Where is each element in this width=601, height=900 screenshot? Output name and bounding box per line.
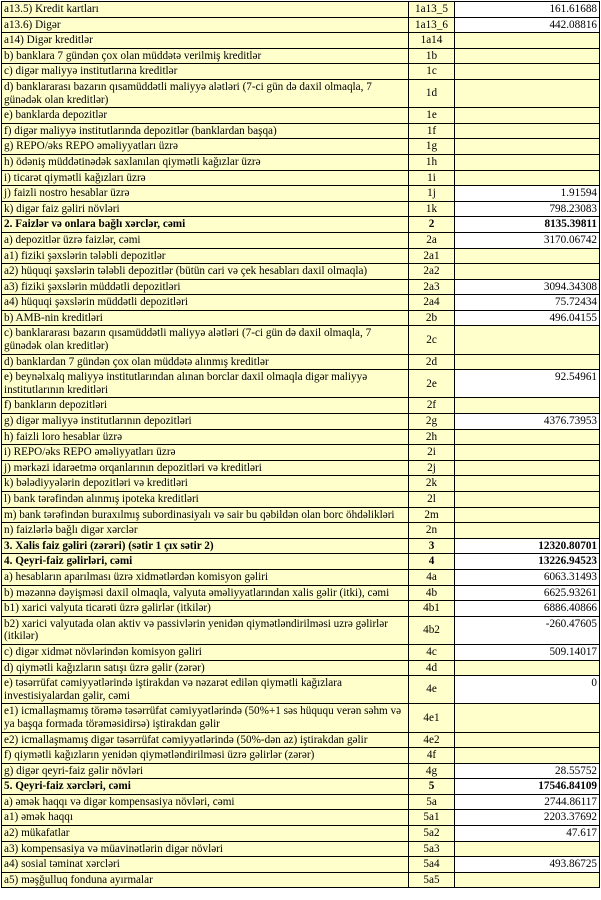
row-label: j) mərkəzi idarəetmə orqanlarının depozitləri və kreditləri bbox=[2, 460, 409, 476]
row-code: 2a bbox=[409, 232, 455, 248]
table-row bbox=[2, 857, 600, 873]
table-row bbox=[2, 429, 600, 445]
row-value: 6063.31493 bbox=[455, 569, 600, 585]
row-label: m) bank tərəfindən buraxılmış subordinasiyalı və sair bu qəbildən olan borc öhdəlikləri bbox=[2, 507, 409, 523]
row-label: d) banklararası bazarın qısamüddətli maliyyə alətləri (7-ci gün də daxil olmaqla, 7 günədək olan kreditlər) bbox=[2, 79, 409, 107]
table-row bbox=[2, 794, 600, 810]
financial-statement-table bbox=[1, 1, 600, 888]
table-row bbox=[2, 354, 600, 370]
row-code: 4c bbox=[409, 644, 455, 660]
table-row bbox=[2, 507, 600, 523]
row-value bbox=[455, 170, 600, 186]
row-code: 2k bbox=[409, 476, 455, 492]
row-code: 5a5 bbox=[409, 872, 455, 888]
row-label: g) digər qeyri-faiz gəlir növləri bbox=[2, 763, 409, 779]
table-row bbox=[2, 79, 600, 107]
table-row bbox=[2, 139, 600, 155]
row-label: a3) fiziki şəxslərin müddətli depozitləri bbox=[2, 279, 409, 295]
table-row bbox=[2, 108, 600, 124]
row-value bbox=[455, 492, 600, 508]
row-label: c) digər xidmət növlərindən komisyon gəliri bbox=[2, 644, 409, 660]
financial-table-body bbox=[2, 2, 600, 888]
row-code: 2d bbox=[409, 354, 455, 370]
row-value: 3170.06742 bbox=[455, 232, 600, 248]
row-label: d) banklardan 7 gündən çox olan müddətə alınmış kreditlər bbox=[2, 354, 409, 370]
row-value bbox=[455, 732, 600, 748]
table-row bbox=[2, 676, 600, 704]
table-row bbox=[2, 569, 600, 585]
row-label: i) ticarət qiymətli kağızları üzrə bbox=[2, 170, 409, 186]
row-label: b1) xarici valyuta ticarəti üzrə gəlirlər (itkilər) bbox=[2, 601, 409, 617]
row-code: 4b bbox=[409, 585, 455, 601]
table-row bbox=[2, 779, 600, 795]
row-value: 496.04155 bbox=[455, 310, 600, 326]
row-value: 92.54961 bbox=[455, 370, 600, 398]
row-value bbox=[455, 748, 600, 764]
table-row bbox=[2, 123, 600, 139]
row-value bbox=[455, 33, 600, 49]
row-value: 4376.73953 bbox=[455, 414, 600, 430]
table-row bbox=[2, 523, 600, 539]
row-code: 5a4 bbox=[409, 857, 455, 873]
table-row bbox=[2, 492, 600, 508]
row-value bbox=[455, 108, 600, 124]
table-row bbox=[2, 414, 600, 430]
row-code: 5a3 bbox=[409, 841, 455, 857]
table-row bbox=[2, 264, 600, 280]
table-row bbox=[2, 704, 600, 732]
row-label: a) əmək haqqı və digər kompensasiya növləri, cəmi bbox=[2, 794, 409, 810]
table-row bbox=[2, 17, 600, 33]
row-code: 1h bbox=[409, 154, 455, 170]
row-value: -260.47605 bbox=[455, 616, 600, 644]
row-code: 2b bbox=[409, 310, 455, 326]
row-value bbox=[455, 326, 600, 354]
table-row bbox=[2, 201, 600, 217]
row-value bbox=[455, 704, 600, 732]
table-row bbox=[2, 186, 600, 202]
row-code: 1c bbox=[409, 64, 455, 80]
row-value: 6625.93261 bbox=[455, 585, 600, 601]
row-label: f) qiymətli kağızların yenidən qiymətləndirilməsi üzrə gəlirlər (zərər) bbox=[2, 748, 409, 764]
row-code: 1i bbox=[409, 170, 455, 186]
row-label: 5. Qeyri-faiz xərcləri, cəmi bbox=[2, 779, 409, 795]
row-label: b) AMB-nin kreditləri bbox=[2, 310, 409, 326]
row-value bbox=[455, 460, 600, 476]
row-value: 47.617 bbox=[455, 826, 600, 842]
row-code: 4e1 bbox=[409, 704, 455, 732]
row-value bbox=[455, 841, 600, 857]
row-code: 2f bbox=[409, 398, 455, 414]
row-label: e) təsərrüfat cəmiyyətlərində iştirakdan və nəzarət edilən qiymətli kağızlara investisiyalardan gəlir, cəmi bbox=[2, 676, 409, 704]
table-row bbox=[2, 644, 600, 660]
table-row bbox=[2, 585, 600, 601]
row-code: 1a14 bbox=[409, 33, 455, 49]
row-label: e) beynəlxalq maliyyə institutlarından alınan borclar daxil olmaqla digər maliyyə institutlarının kreditləri bbox=[2, 370, 409, 398]
table-row bbox=[2, 872, 600, 888]
row-value: 13226.94523 bbox=[455, 554, 600, 570]
row-label: d) qiymətli kağızların satışı üzrə gəlir (zərər) bbox=[2, 660, 409, 676]
row-value bbox=[455, 476, 600, 492]
row-code: 2l bbox=[409, 492, 455, 508]
table-row bbox=[2, 460, 600, 476]
table-row bbox=[2, 64, 600, 80]
row-code: 2i bbox=[409, 445, 455, 461]
row-code: 4g bbox=[409, 763, 455, 779]
row-code: 4f bbox=[409, 748, 455, 764]
row-label: a13.5) Kredit kartları bbox=[2, 2, 409, 18]
row-value: 509.14017 bbox=[455, 644, 600, 660]
table-row bbox=[2, 445, 600, 461]
row-code: 1d bbox=[409, 79, 455, 107]
row-label: f) digər maliyyə institutlarında depozitlər (banklardan başqa) bbox=[2, 123, 409, 139]
row-value bbox=[455, 398, 600, 414]
row-value: 2203.37692 bbox=[455, 810, 600, 826]
row-value bbox=[455, 445, 600, 461]
row-label: k) bələdiyyələrin depozitləri və kreditləri bbox=[2, 476, 409, 492]
row-label: g) digər maliyyə institutlarının depozitləri bbox=[2, 414, 409, 430]
row-label: a14) Digər kreditlər bbox=[2, 33, 409, 49]
row-value: 161.61688 bbox=[455, 2, 600, 18]
row-label: k) digər faiz gəliri növləri bbox=[2, 201, 409, 217]
row-code: 1a13_5 bbox=[409, 2, 455, 18]
row-code: 1k bbox=[409, 201, 455, 217]
row-value: 75.72434 bbox=[455, 295, 600, 311]
table-row bbox=[2, 170, 600, 186]
row-code: 5a2 bbox=[409, 826, 455, 842]
row-label: a4) sosial təminat xərcləri bbox=[2, 857, 409, 873]
row-code: 5a1 bbox=[409, 810, 455, 826]
row-value bbox=[455, 507, 600, 523]
row-label: a) hesabların aparılması üzrə xidmətlərdən komisyon gəliri bbox=[2, 569, 409, 585]
row-code: 2c bbox=[409, 326, 455, 354]
row-code: 2 bbox=[409, 217, 455, 233]
row-value bbox=[455, 872, 600, 888]
table-row bbox=[2, 33, 600, 49]
row-value bbox=[455, 354, 600, 370]
row-value: 493.86725 bbox=[455, 857, 600, 873]
row-code: 1b bbox=[409, 48, 455, 64]
table-row bbox=[2, 326, 600, 354]
row-code: 2a2 bbox=[409, 264, 455, 280]
row-code: 4 bbox=[409, 554, 455, 570]
table-row bbox=[2, 476, 600, 492]
row-label: c) banklararası bazarın qısamüddətli maliyyə alətləri (7-ci gün də daxil olmaqla, 7 günədək olan kreditlər) bbox=[2, 326, 409, 354]
row-code: 5 bbox=[409, 779, 455, 795]
row-code: 1e bbox=[409, 108, 455, 124]
table-row bbox=[2, 810, 600, 826]
row-label: f) bankların depozitləri bbox=[2, 398, 409, 414]
row-value: 12320.80701 bbox=[455, 538, 600, 554]
row-code: 4b2 bbox=[409, 616, 455, 644]
row-value bbox=[455, 79, 600, 107]
row-code: 1a13_6 bbox=[409, 17, 455, 33]
row-value bbox=[455, 64, 600, 80]
row-label: a2) mükafatlar bbox=[2, 826, 409, 842]
row-label: a1) fiziki şəxslərin tələbli depozitlər bbox=[2, 248, 409, 264]
row-label: b) banklara 7 gündən çox olan müddətə verilmiş kreditlər bbox=[2, 48, 409, 64]
row-value bbox=[455, 264, 600, 280]
row-label: h) ödəniş müddətinədək saxlanılan qiymətli kağızlar üzrə bbox=[2, 154, 409, 170]
row-value: 8135.39811 bbox=[455, 217, 600, 233]
row-label: b2) xarici valyutada olan aktiv və passivlərin yenidən qiymətləndirilməsi uzrə gəlirlər (itkilər) bbox=[2, 616, 409, 644]
row-label: a) depozitlər üzrə faizlər, cəmi bbox=[2, 232, 409, 248]
row-label: a1) əmək haqqı bbox=[2, 810, 409, 826]
row-value bbox=[455, 523, 600, 539]
table-row bbox=[2, 279, 600, 295]
table-row bbox=[2, 748, 600, 764]
row-code: 2g bbox=[409, 414, 455, 430]
table-row bbox=[2, 295, 600, 311]
row-code: 2h bbox=[409, 429, 455, 445]
row-label: l) bank tərəfindən alınmış ipoteka kreditləri bbox=[2, 492, 409, 508]
row-code: 4a bbox=[409, 569, 455, 585]
row-code: 1g bbox=[409, 139, 455, 155]
row-label: i) REPO/əks REPO əməliyyatları üzrə bbox=[2, 445, 409, 461]
row-value bbox=[455, 429, 600, 445]
row-label: a5) məşğulluq fonduna ayırmalar bbox=[2, 872, 409, 888]
row-code: 4e bbox=[409, 676, 455, 704]
row-value: 28.55752 bbox=[455, 763, 600, 779]
table-row bbox=[2, 841, 600, 857]
table-row bbox=[2, 310, 600, 326]
table-row bbox=[2, 48, 600, 64]
row-code: 2a1 bbox=[409, 248, 455, 264]
row-label: h) faizli loro hesablar üzrə bbox=[2, 429, 409, 445]
table-row bbox=[2, 763, 600, 779]
row-label: g) REPO/əks REPO əməliyyatları üzrə bbox=[2, 139, 409, 155]
table-row bbox=[2, 554, 600, 570]
table-row bbox=[2, 538, 600, 554]
row-value bbox=[455, 48, 600, 64]
row-label: 2. Faizlər və onlara bağlı xərclər, cəmi bbox=[2, 217, 409, 233]
row-code: 3 bbox=[409, 538, 455, 554]
table-row bbox=[2, 217, 600, 233]
row-code: 5a bbox=[409, 794, 455, 810]
row-label: j) faizli nostro hesablar üzrə bbox=[2, 186, 409, 202]
row-label: b) məzənnə dəyişməsi daxil olmaqla, valyuta əməliyyatlarından xalis gəlir (itki), cəmi bbox=[2, 585, 409, 601]
row-code: 1j bbox=[409, 186, 455, 202]
row-value: 3094.34308 bbox=[455, 279, 600, 295]
row-label: a13.6) Digər bbox=[2, 17, 409, 33]
row-code: 4e2 bbox=[409, 732, 455, 748]
row-label: e2) icmallaşmamış digər təsərrüfat cəmiyyətlərində (50%-dən az) iştirakdan gəlir bbox=[2, 732, 409, 748]
table-row bbox=[2, 601, 600, 617]
row-value: 2744.86117 bbox=[455, 794, 600, 810]
row-code: 4b1 bbox=[409, 601, 455, 617]
row-label: a2) hüquqi şəxslərin tələbli depozitlər (bütün cari və çek hesabları daxil olmaqla) bbox=[2, 264, 409, 280]
row-value bbox=[455, 154, 600, 170]
table-row bbox=[2, 370, 600, 398]
table-row bbox=[2, 826, 600, 842]
row-value: 1.91594 bbox=[455, 186, 600, 202]
row-label: n) faizlərlə bağlı digər xərclər bbox=[2, 523, 409, 539]
row-code: 1f bbox=[409, 123, 455, 139]
row-code: 2j bbox=[409, 460, 455, 476]
row-value: 0 bbox=[455, 676, 600, 704]
row-value bbox=[455, 660, 600, 676]
row-code: 4d bbox=[409, 660, 455, 676]
row-value: 6886.40866 bbox=[455, 601, 600, 617]
row-code: 2a4 bbox=[409, 295, 455, 311]
row-label: 4. Qeyri-faiz gəlirləri, cəmi bbox=[2, 554, 409, 570]
row-code: 2n bbox=[409, 523, 455, 539]
table-row bbox=[2, 616, 600, 644]
row-value: 442.08816 bbox=[455, 17, 600, 33]
row-value bbox=[455, 139, 600, 155]
row-label: 3. Xalis faiz gəliri (zərəri) (sətir 1 çıx sətir 2) bbox=[2, 538, 409, 554]
table-row bbox=[2, 154, 600, 170]
row-value: 798.23083 bbox=[455, 201, 600, 217]
row-label: c) digər maliyyə institutlarına kreditlər bbox=[2, 64, 409, 80]
row-label: e) banklarda depozitlər bbox=[2, 108, 409, 124]
row-label: a4) hüquqi şəxslərin müddətli depozitləri bbox=[2, 295, 409, 311]
row-value bbox=[455, 123, 600, 139]
row-code: 2a3 bbox=[409, 279, 455, 295]
table-row bbox=[2, 732, 600, 748]
row-code: 2m bbox=[409, 507, 455, 523]
table-row bbox=[2, 232, 600, 248]
table-row bbox=[2, 2, 600, 18]
table-row bbox=[2, 248, 600, 264]
table-row bbox=[2, 660, 600, 676]
row-label: a3) kompensasiya və müavinətlərin digər növləri bbox=[2, 841, 409, 857]
row-code: 2e bbox=[409, 370, 455, 398]
row-value bbox=[455, 248, 600, 264]
row-label: e1) icmallaşmamış törəmə təsərrüfat cəmiyyətlərində (50%+1 səs hüququ verən səhm və ya başqa formada törəməsidirsə) iştirakdan gəlir bbox=[2, 704, 409, 732]
row-value: 17546.84109 bbox=[455, 779, 600, 795]
table-row bbox=[2, 398, 600, 414]
